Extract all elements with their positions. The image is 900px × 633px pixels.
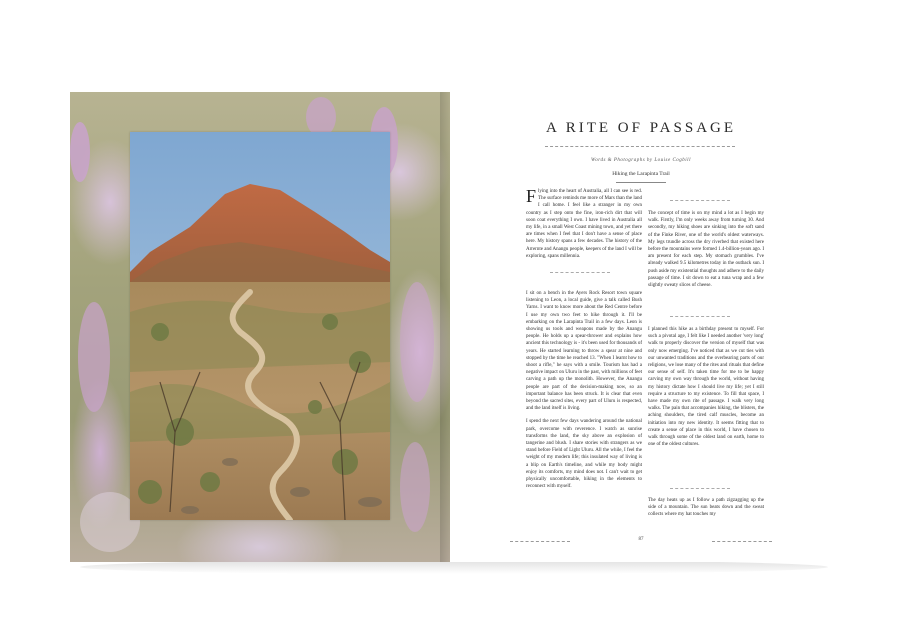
body-paragraph: The day heats up as I follow a path zigzagging up the side of a mountain. The sun beats down and the sweat collects where my hat touches my bbox=[648, 498, 764, 518]
section-divider bbox=[670, 488, 730, 489]
footer-divider-right bbox=[712, 541, 772, 542]
section-divider bbox=[670, 200, 730, 201]
intro-text: lying into the heart of Australia, all I can see is red. The surface reminds me more of Mars than the land I call home. I feel like a stranger in my own country as I step onto the fine, iron-rich dirt that will soon coat everything I own. I have lived in Australia all my life, in a small West Coast mining town, and yet there are times when I feel that I don't have a sense of place here. My history spans a few decades. The history of the Arrernte and Anangu people, keepers of the land I will be exploring, spans millennia. bbox=[526, 189, 642, 259]
article-subtitle: Hiking the Larapinta Trail bbox=[612, 171, 670, 177]
footer-divider-left bbox=[510, 541, 570, 542]
body-column-1-continued bbox=[526, 290, 642, 496]
body-paragraph: I planned this hike as a birthday present to myself. For such a pivotal age, I felt like I needed another 'very long' walk to properly discover the version of myself that was only now emerging. I've noticed that as we cut ties with our unwanted traditions and the overbearing parts of our religions, we lose many of the rites and rituals that define our sense of self. It's taken time for me to be happy carving my own way through the world, without having my history dictate how I should live my life; yet I still require a structure to my existence. To fill that space, I have made my own rite of passage. I walk very long walks. The pain that accompanies hiking, the blisters, the aching shoulders, the tired calf muscles, become an initiation into my new identity. It seems fitting that to create a sense of place in this world, I have chosen to walk through some of the oldest land on earth, home to one of the oldest cultures. bbox=[648, 327, 764, 448]
flower-blur bbox=[78, 302, 110, 412]
intro-paragraph bbox=[526, 188, 642, 260]
body-paragraph: The concept of time is on my mind a lot as I begin my walk. Firstly, I'm only weeks away from turning 30. And secondly, my hiking shoes are sinking into the soft sand of the Finke River, one of the world's oldest waterways. My legs trundle across the dry riverbed that existed here before the mountains were formed 1.4-billion-years ago. I am present for each step. My stomach grumbles. I've already walked 9.5 kilometres today in the outback sun. I push aside my existential thoughts and adhere to the daily passage of time. I sit down to eat a tuna wrap and a few slightly sweaty slices of cheese. bbox=[648, 211, 764, 289]
flower-blur bbox=[400, 282, 434, 402]
section-divider bbox=[670, 316, 730, 317]
photo-landscape-icon bbox=[130, 132, 390, 520]
body-column-2-continued bbox=[648, 326, 764, 454]
body-column-1 bbox=[526, 188, 642, 266]
drop-cap: F bbox=[526, 186, 537, 206]
spread-shadow bbox=[80, 560, 828, 574]
subtitle-rule bbox=[616, 182, 666, 183]
gutter-shadow bbox=[440, 92, 450, 562]
body-paragraph: I sit on a bench in the Ayers Rock Resort town square listening to Leon, a local guide, give a talk called Bush Yarns. I want to know more about the Red Centre before I use my own two feet to hike through it. I'll be embarking on the Larapinta Trail in a few days. Leon is showing us tools and weapons made by the Anangu people. He holds up a spear-thrower and explains how ancient this technology is - it's been used for thousands of years. He started learning to throw a spear at nine and stopped by the time he reached 13. "When I learnt how to shoot a rifle," he says with a smile. Tourism has had a negative impact on Uluru in the past, with millions of feet carving a path up the monolith. However, the Anangu people are part of the decision-making now, so an important balance has been struck. It is clear that even beyond the sacred sites, every part of Uluru is respected, and the land itself is living. bbox=[526, 291, 642, 412]
section-divider bbox=[550, 272, 610, 273]
right-page-article bbox=[450, 92, 832, 562]
magazine-spread bbox=[70, 92, 832, 562]
body-column-2 bbox=[648, 210, 764, 295]
left-page-photo bbox=[70, 92, 450, 562]
flower-blur bbox=[70, 122, 90, 182]
flower-blur bbox=[400, 442, 430, 532]
title-divider bbox=[545, 146, 735, 147]
flower-blur bbox=[306, 97, 336, 137]
body-paragraph: I spend the next few days wandering around the national park, overcome with reverence. I watch as sunrise transforms the land, the sky above an explosion of tangerine and blush. I share stories with strangers as we stand before Field of Light Uluru. All the while, I feel the weight of my modern life; this insulated way of living is a blip on Earth's timeline, and while my body might enjoy its comforts, my mind does not. I can't wait to get physically uncomfortable, hiking in the elements to reconnect with myself. bbox=[526, 419, 642, 490]
body-column-2-end bbox=[648, 497, 764, 525]
article-byline: Words & Photographs by Louise Cogbill bbox=[591, 158, 691, 163]
page-number: 87 bbox=[638, 537, 644, 542]
article-title: A RITE OF PASSAGE bbox=[545, 120, 737, 136]
